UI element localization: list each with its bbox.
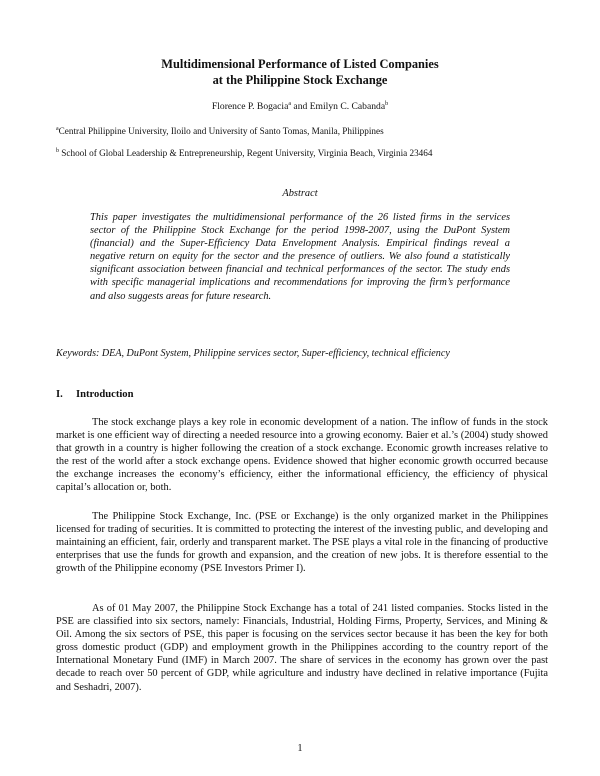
page-number: 1 xyxy=(297,743,303,754)
section-number: I. xyxy=(56,389,63,400)
affiliation-a-text: Central Philippine University, Iloilo and University of Santo Tomas, Manila, Philippines xyxy=(58,126,384,137)
author-2-mark: b xyxy=(385,101,389,107)
keywords: Keywords: DEA, DuPont System, Philippine services sector, Super-efficiency, technical efficiency xyxy=(56,348,450,359)
affiliation-a xyxy=(56,126,556,136)
body-paragraph-3: As of 01 May 2007, the Philippine Stock Exchange has a total of 241 listed companies. Stocks listed in the PSE are classified into six sectors, namely: Financials, Industrial, Holding Firms, Property, Services, and Mining & Oil. Among the six sectors of PSE, this paper is focusing on the services sector because it has been the key for both gross domestic product (GDP) and employment growth in the Philippines according to the country report of the International Monetary Fund (IMF) in March 2007. The share of services in the economy has grown over the past decade to reach over 50 percent of GDP, while agriculture and industry have declined in relative importance (Fujita and Seshadri, 2007). xyxy=(56,603,548,693)
affiliation-b-text: School of Global Leadership & Entrepreneurship, Regent University, Virginia Beach, Virginia 23464 xyxy=(59,148,433,159)
abstract-heading: Abstract xyxy=(282,188,318,199)
affiliation-b xyxy=(56,148,556,158)
abstract-text: This paper investigates the multidimensional performance of the 26 listed firms in the services sector of the Philippine Stock Exchange for the period 1998-2007, using the DuPont System (financial) and the Super-Efficiency Data Envelopment Analysis. Empirical findings reveal a negative return on equity for the sector and the presence of outliers. We also found a statistically significant association between financial and technical performances of the sector. The study ends with specific managerial implications and recommendations for improving the firm’s performance and also suggests areas for future research. xyxy=(90,212,510,302)
affiliation-b-mark: b xyxy=(56,148,59,154)
title-line-2: at the Philippine Stock Exchange xyxy=(212,73,388,87)
body-paragraph-1: The stock exchange plays a key role in economic development of a nation. The inflow of funds in the stock market is one efficient way of directing a needed resource into a growing economy. Baier et al.’s (2004) study showed that growth in a country is higher following the creation of a stock exchange. Economic growth increases relative to the rest of the world after a stock exchange opens. Evidence showed that higher economic growth occurred because the exchange increases the economy’s efficiency, either the informational efficiency, the efficiency of physical capital’s allocation or, both. xyxy=(56,417,548,494)
author-1-mark: a xyxy=(288,101,292,107)
author-list xyxy=(60,101,540,112)
author-joiner: and xyxy=(291,101,310,113)
affiliation-a-mark: a xyxy=(56,126,59,132)
title-line-1: Multidimensional Performance of Listed Companies xyxy=(161,57,439,71)
section-title: Introduction xyxy=(76,389,134,400)
author-1: Florence P. Bogacia xyxy=(211,101,289,113)
paper-title xyxy=(60,56,540,88)
author-2: Emilyn C. Cabanda xyxy=(309,101,386,113)
body-paragraph-2: The Philippine Stock Exchange, Inc. (PSE or Exchange) is the only organized market in the Philippines licensed for trading of securities. It is committed to protecting the interest of the investing public, and developing and maintaining an efficient, fair, orderly and transparent market. The PSE plays a vital role in the financing of productive enterprises that use the funds for growth and expansion, and the creation of new jobs. It is therefore essential to the growth of the Philippine economy (PSE Investors Primer I). xyxy=(56,511,548,575)
section-heading xyxy=(56,389,134,400)
